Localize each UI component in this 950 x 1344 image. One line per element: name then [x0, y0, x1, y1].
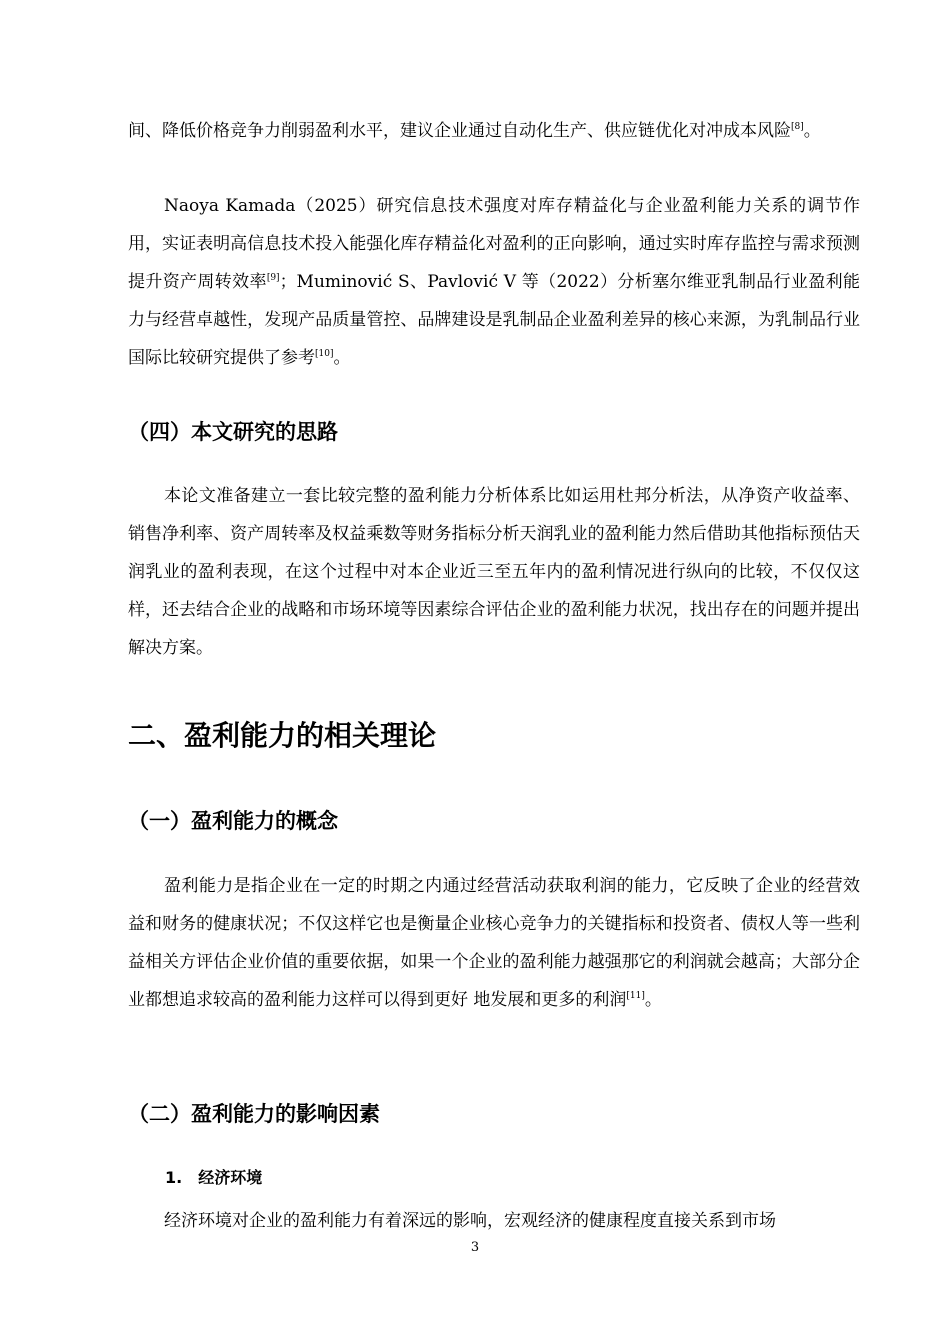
paragraph-text: Naoya Kamada（2025）研究信息技术强度对库存精益化与企业盈利能力关系的调节作用，实证表明高信息技术投入能强化库存精益化对盈利的正向影响，通过实时库存监控与需求预测提升资产周转效率: [128, 196, 860, 292]
paragraph-text: 。: [644, 990, 662, 1010]
paragraph-text: ；Muminović S、Pavlović V 等（2022）分析塞尔维亚乳制品行业盈利能力与经营卓越性，发现产品质量管控、品牌建设是乳制品企业盈利差异的核心来源，为乳制品行业国际比较研究提供了参考: [128, 272, 860, 368]
page-number: 3: [470, 1240, 480, 1255]
section-heading: （一）盈利能力的概念: [128, 809, 338, 833]
section-heading: （二）盈利能力的影响因素: [128, 1102, 380, 1126]
paragraph-text: 。: [803, 121, 821, 141]
paragraph-research-approach: 本论文准备建立一套比较完整的盈利能力分析体系比如运用杜邦分析法，从净资产收益率、销售净利率、资产周转率及权益乘数等财务指标分析天润乳业的盈利能力然后借助其他指标预估天润乳业的盈利表现，在这个过程中对本企业近三至五年内的盈利情况进行纵向的比较，不仅仅这样，还去结合企业的战略和市场环境等因素综合评估企业的盈利能力状况，找出存在的问题并提出解决方案。: [128, 486, 860, 658]
chapter-heading: 二、盈利能力的相关理论: [128, 719, 437, 752]
paragraph-text: 间、降低价格竞争力削弱盈利水平，建议企业通过自动化生产、供应链优化对冲成本风险: [128, 121, 791, 141]
section-heading: （四）本文研究的思路: [128, 420, 338, 444]
citation-ref: [10]: [315, 349, 334, 359]
paragraph-literature: [128, 187, 860, 377]
paragraph-text: 盈利能力是指企业在一定的时期之内通过经营活动获取利润的能力，它反映了企业的经营效益和财务的健康状况；不仅这样它也是衡量企业核心竞争力的关键指标和投资者、债权人等一些利益相关方评估企业价值的重要依据，如果一个企业的盈利能力越强那它的利润就会越高；大部分企业都想追求较高的盈利能力这样可以得到更好 地发展和更多的利润: [128, 876, 860, 1010]
paragraph-concept: [128, 867, 860, 1019]
paragraph-text: 。: [333, 348, 351, 368]
citation-ref: [8]: [791, 122, 804, 132]
citation-ref: [11]: [626, 991, 645, 1001]
citation-ref: [9]: [266, 273, 280, 283]
subsection-heading: 1. 经济环境: [165, 1168, 263, 1187]
paragraph-economic-environment: 经济环境对企业的盈利能力有着深远的影响，宏观经济的健康程度直接关系到市场: [164, 1211, 776, 1231]
paragraph-continuation: [128, 112, 860, 150]
